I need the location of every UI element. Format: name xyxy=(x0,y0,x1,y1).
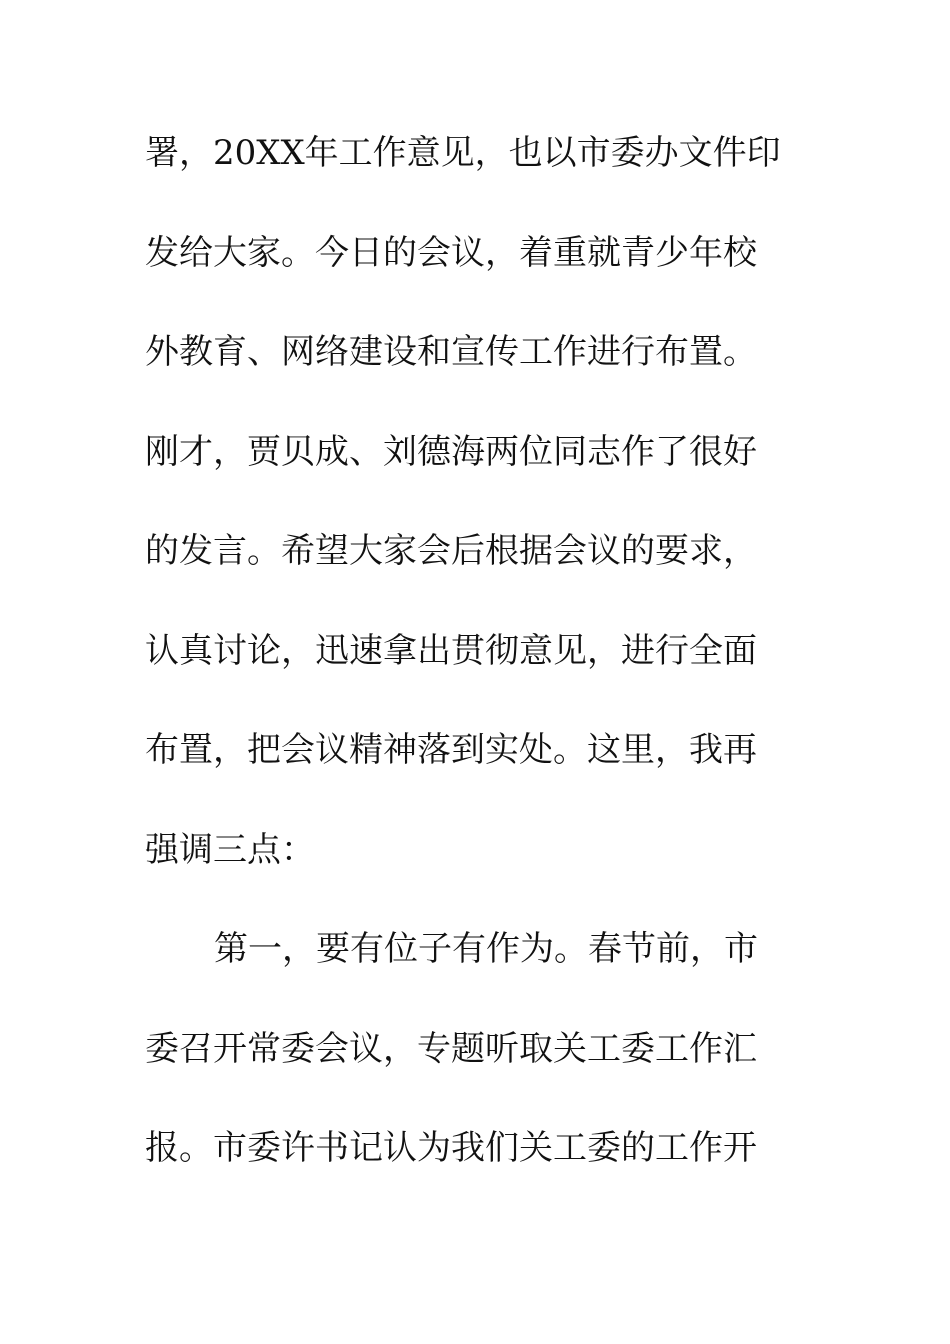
text-line-2: 发给大家。今日的会议，着重就青少年校 xyxy=(145,233,757,273)
text-line-1: 署，20XX年工作意见，也以市委办文件印 xyxy=(145,133,781,173)
text-line-5: 的发言。希望大家会后根据会议的要求， xyxy=(145,531,757,571)
text-line-7: 布置，把会议精神落到实处。这里，我再 xyxy=(145,730,757,770)
text-line-3: 外教育、网络建设和宣传工作进行布置。 xyxy=(145,332,757,372)
text-line-11: 报。市委许书记认为我们关工委的工作开 xyxy=(145,1128,757,1168)
text-line-4: 刚才，贾贝成、刘德海两位同志作了很好 xyxy=(145,432,757,472)
text-line-8: 强调三点： xyxy=(145,830,315,870)
text-line-6: 认真讨论，迅速拿出贯彻意见，进行全面 xyxy=(145,631,757,671)
text-line-10: 委召开常委会议，专题听取关工委工作汇 xyxy=(145,1029,757,1069)
paragraph-first-line: 第一，要有位子有作为。春节前，市 xyxy=(214,929,758,969)
